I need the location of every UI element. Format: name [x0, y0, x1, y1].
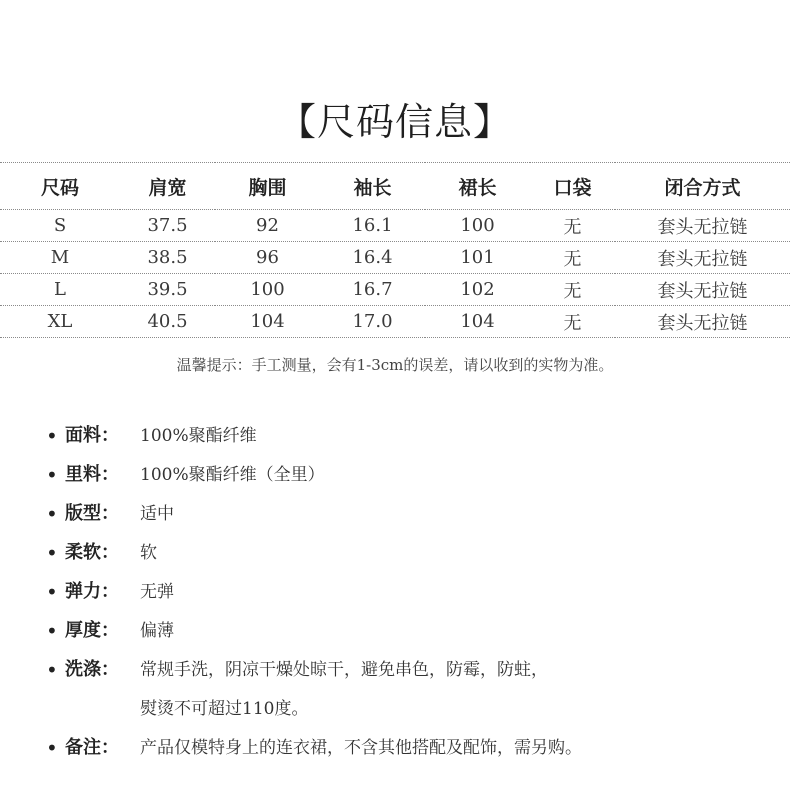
bullet-icon: • — [46, 736, 58, 760]
cell-length: 104 — [425, 306, 530, 338]
spec-thickness — [40, 613, 760, 652]
header-length: 裙长 — [425, 163, 530, 210]
spec-label: 柔软： — [65, 542, 119, 563]
cell-sleeve: 16.4 — [320, 242, 425, 274]
table-row — [0, 210, 790, 242]
page-title: 【尺码信息】 — [277, 100, 512, 144]
cell-shoulder: 40.5 — [120, 306, 215, 338]
header-size: 尺码 — [0, 163, 120, 210]
cell-bust: 104 — [215, 306, 320, 338]
cell-closure: 套头无拉链 — [615, 274, 790, 306]
spec-value: 100%聚酯纤维（全里） — [140, 465, 325, 485]
cell-shoulder: 38.5 — [120, 242, 215, 274]
spec-label: 里料： — [65, 464, 119, 485]
table-row — [0, 306, 790, 338]
spec-value: 常规手洗，阴凉干燥处晾干，避免串色，防霉，防蛀， — [140, 660, 548, 680]
table-row — [0, 274, 790, 306]
bullet-icon: • — [46, 424, 58, 448]
spec-label: 弹力： — [65, 581, 119, 602]
cell-size: S — [0, 210, 120, 242]
spec-value-continued: 熨烫不可超过110度。 — [140, 699, 309, 719]
cell-shoulder: 39.5 — [120, 274, 215, 306]
cell-size: L — [0, 274, 120, 306]
cell-closure: 套头无拉链 — [615, 306, 790, 338]
spec-value: 软 — [140, 543, 157, 563]
spec-value: 无弹 — [140, 582, 174, 602]
header-sleeve: 袖长 — [320, 163, 425, 210]
spec-value: 适中 — [140, 504, 174, 524]
spec-label: 备注： — [65, 737, 119, 758]
header-pocket: 口袋 — [530, 163, 615, 210]
cell-closure: 套头无拉链 — [615, 210, 790, 242]
spec-note — [40, 730, 760, 769]
spec-softness — [40, 535, 760, 574]
bullet-icon: • — [46, 541, 58, 565]
spec-fabric — [40, 418, 760, 457]
cell-pocket: 无 — [530, 242, 615, 274]
spec-lining — [40, 457, 760, 496]
table-header-row — [0, 163, 790, 210]
cell-pocket: 无 — [530, 210, 615, 242]
spec-value: 产品仅模特身上的连衣裙，不含其他搭配及配饰，需另购。 — [140, 738, 582, 758]
cell-sleeve: 16.1 — [320, 210, 425, 242]
spec-label: 洗涤： — [65, 659, 119, 680]
header-closure: 闭合方式 — [615, 163, 790, 210]
cell-length: 100 — [425, 210, 530, 242]
header-shoulder: 肩宽 — [120, 163, 215, 210]
cell-sleeve: 16.7 — [320, 274, 425, 306]
cell-sleeve: 17.0 — [320, 306, 425, 338]
spec-value: 100%聚酯纤维 — [140, 426, 257, 446]
table-row — [0, 242, 790, 274]
spec-stretch — [40, 574, 760, 613]
cell-shoulder: 37.5 — [120, 210, 215, 242]
bullet-icon: • — [46, 619, 58, 643]
cell-size: M — [0, 242, 120, 274]
bullet-icon: • — [46, 658, 58, 682]
spec-label: 厚度： — [65, 620, 119, 641]
bullet-icon: • — [46, 463, 58, 487]
spec-list — [40, 418, 760, 769]
spec-label: 版型： — [65, 503, 119, 524]
cell-pocket: 无 — [530, 306, 615, 338]
spec-fit — [40, 496, 760, 535]
cell-bust: 96 — [215, 242, 320, 274]
bullet-icon: • — [46, 580, 58, 604]
cell-length: 101 — [425, 242, 530, 274]
spec-label: 面料： — [65, 425, 119, 446]
cell-closure: 套头无拉链 — [615, 242, 790, 274]
cell-bust: 92 — [215, 210, 320, 242]
header-bust: 胸围 — [215, 163, 320, 210]
cell-bust: 100 — [215, 274, 320, 306]
bullet-icon: • — [46, 502, 58, 526]
size-table — [0, 162, 790, 338]
cell-size: XL — [0, 306, 120, 338]
cell-pocket: 无 — [530, 274, 615, 306]
spec-washing — [40, 652, 760, 730]
cell-length: 102 — [425, 274, 530, 306]
measurement-tip: 温馨提示：手工测量，会有1-3cm的误差，请以收到的实物为准。 — [176, 356, 614, 374]
spec-value: 偏薄 — [140, 621, 174, 641]
